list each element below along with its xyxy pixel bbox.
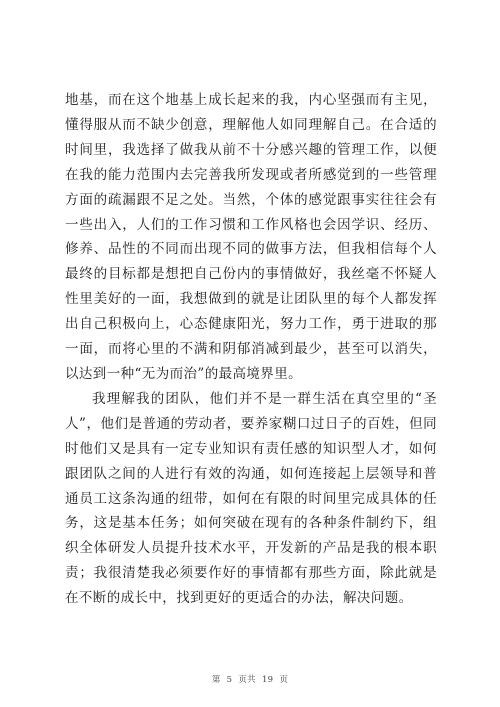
footer-label-page: 第 xyxy=(211,675,221,685)
document-body xyxy=(65,88,437,611)
page-footer xyxy=(0,673,500,685)
footer-label-pages: 页 xyxy=(279,675,289,685)
paragraph-2: 我理解我的团队，他们并不是一群生活在真空里的“圣人”，他们是普通的劳动者，要养家糊口过日子的百姓，但同时他们又是具有一定专业知识有责任感的知识型人才，如何跟团队之间的人进行有效的沟通，如何连接起上层领导和普通员工这条沟通的纽带，如何在有限的时间里完成具体的任务，这是基本任务；如何突破在现有的各种条件制约下，组织全体研发人员提升技术水平，开发新的产品是我的根本职责；我很清楚我必须要作好的事情都有那些方面，除此就是在不断的成长中，找到更好的更适合的办法，解决问题。 xyxy=(65,390,437,607)
footer-current-page: 5 xyxy=(226,675,233,685)
footer-label-of: 页共 xyxy=(238,675,256,685)
paragraph-1: 地基，而在这个地基上成长起来的我，内心坚强而有主见，懂得服从而不缺少创意，理解他人如同理解自己。在合适的时间里，我选择了做我从前不十分感兴趣的管理工作，以便在我的能力范围内去完善我所发现或者所感觉到的一些管理方面的疏漏跟不足之处。当然，个体的感觉跟事实往往会有一些出入，人们的工作习惯和工作风格也会因学识、经历、修养、品性的不同而出现不同的做事方法，但我相信每个人最终的目标都是想把自己份内的事情做好，我丝毫不怀疑人性里美好的一面，我想做到的就是让团队里的每个人都发挥出自己积极向上，心态健康阳光，努力工作，勇于进取的那一面，而将心里的不满和阴郁消减到最少，甚至可以消失，以达到一种“无为而治”的最高境界里。 xyxy=(65,92,437,382)
footer-total-pages: 19 xyxy=(261,675,274,685)
